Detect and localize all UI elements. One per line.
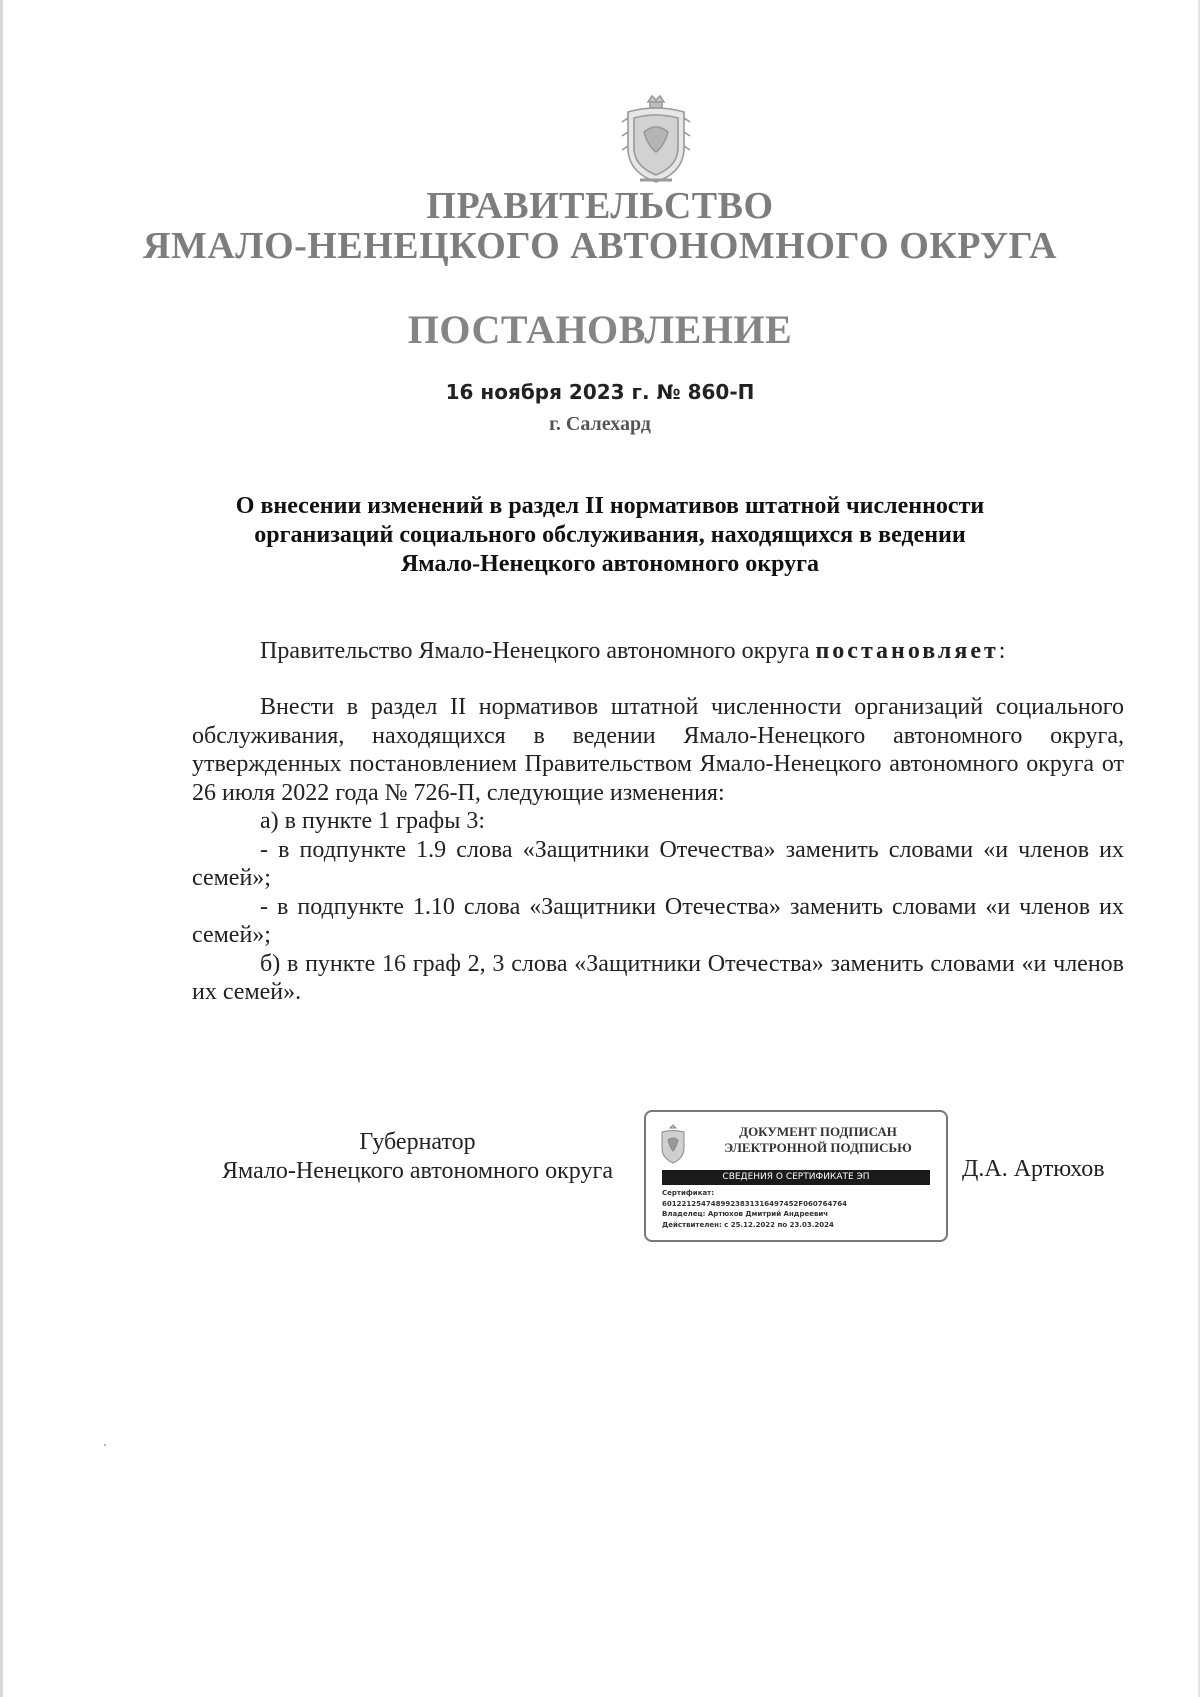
preamble-text: Правительство Ямало-Ненецкого автономного округа [260, 638, 816, 664]
org-name-line2: ЯМАЛО-НЕНЕЦКОГО АВТОНОМНОГО ОКРУГА [143, 225, 1057, 267]
cert-number: 6012212547489923831316497452F060764764 [662, 1199, 847, 1208]
signatory-position [190, 1128, 645, 1186]
coat-of-arms-icon [618, 92, 694, 188]
body-item-a2: - в подпункте 1.10 слова «Защитники Отечества» заменить словами «и членов их семей»; [192, 893, 1124, 948]
stamp-title [700, 1124, 936, 1156]
body-intro: Внести в раздел II нормативов штатной численности организаций социального обслуживания, находящихся в ведении Ямало-Ненецкого автономного округа, утвержденных постановлением Правительством Ямало-Ненецкого автономного округа от 26 июля 2022 года № 726-П, следующие изменения: [192, 694, 1124, 806]
body-item-b: б) в пункте 16 граф 2, 3 слова «Защитники Отечества» заменить словами «и членов их семей». [192, 950, 1124, 1005]
org-name-line1: ПРАВИТЕЛЬСТВО [426, 185, 774, 227]
stamp-title-line: ДОКУМЕНТ ПОДПИСАН [739, 1124, 897, 1139]
preamble-emphasis: постановляет [815, 638, 999, 664]
cert-owner: Владелец: Артюхов Дмитрий Андреевич [662, 1210, 829, 1218]
stamp-emblem-icon [658, 1124, 688, 1166]
date-and-number: 16 ноября 2023 г. № 860-П [445, 380, 755, 404]
document-title-line: О внесении изменений в раздел II нормативов штатной численности [235, 493, 985, 519]
body-item-a1: - в подпункте 1.9 слова «Защитники Отечества» заменить словами «и членов их семей»; [192, 836, 1124, 891]
signatory-title: Губернатор [359, 1129, 476, 1155]
city: г. Салехард [549, 413, 651, 435]
resolution-body [192, 693, 1124, 1007]
stamp-title-line: ЭЛЕКТРОННОЙ ПОДПИСЬЮ [724, 1140, 912, 1155]
cert-validity: Действителен: с 25.12.2022 по 23.03.2024 [662, 1220, 834, 1229]
signatory-name: Д.А. Артюхов [962, 1156, 1105, 1182]
document-title-line: Ямало-Ненецкого автономного округа [400, 551, 820, 577]
stamp-certificate-bar: СВЕДЕНИЯ О СЕРТИФИКАТЕ ЭП [662, 1170, 930, 1185]
electronic-signature-stamp [644, 1110, 948, 1242]
preamble-colon: : [998, 638, 1006, 664]
body-item-a: а) в пункте 1 графы 3: [260, 808, 485, 834]
cert-label: Сертификат: [662, 1189, 715, 1197]
document-title-line: организаций социального обслуживания, находящихся в ведении [254, 522, 966, 548]
signatory-region: Ямало-Ненецкого автономного округа [222, 1158, 613, 1184]
document-title [200, 492, 1020, 579]
preamble [260, 638, 1005, 665]
stamp-certificate-info [662, 1188, 847, 1230]
document-type: ПОСТАНОВЛЕНИЕ [407, 307, 793, 352]
scan-speck [104, 1444, 106, 1446]
